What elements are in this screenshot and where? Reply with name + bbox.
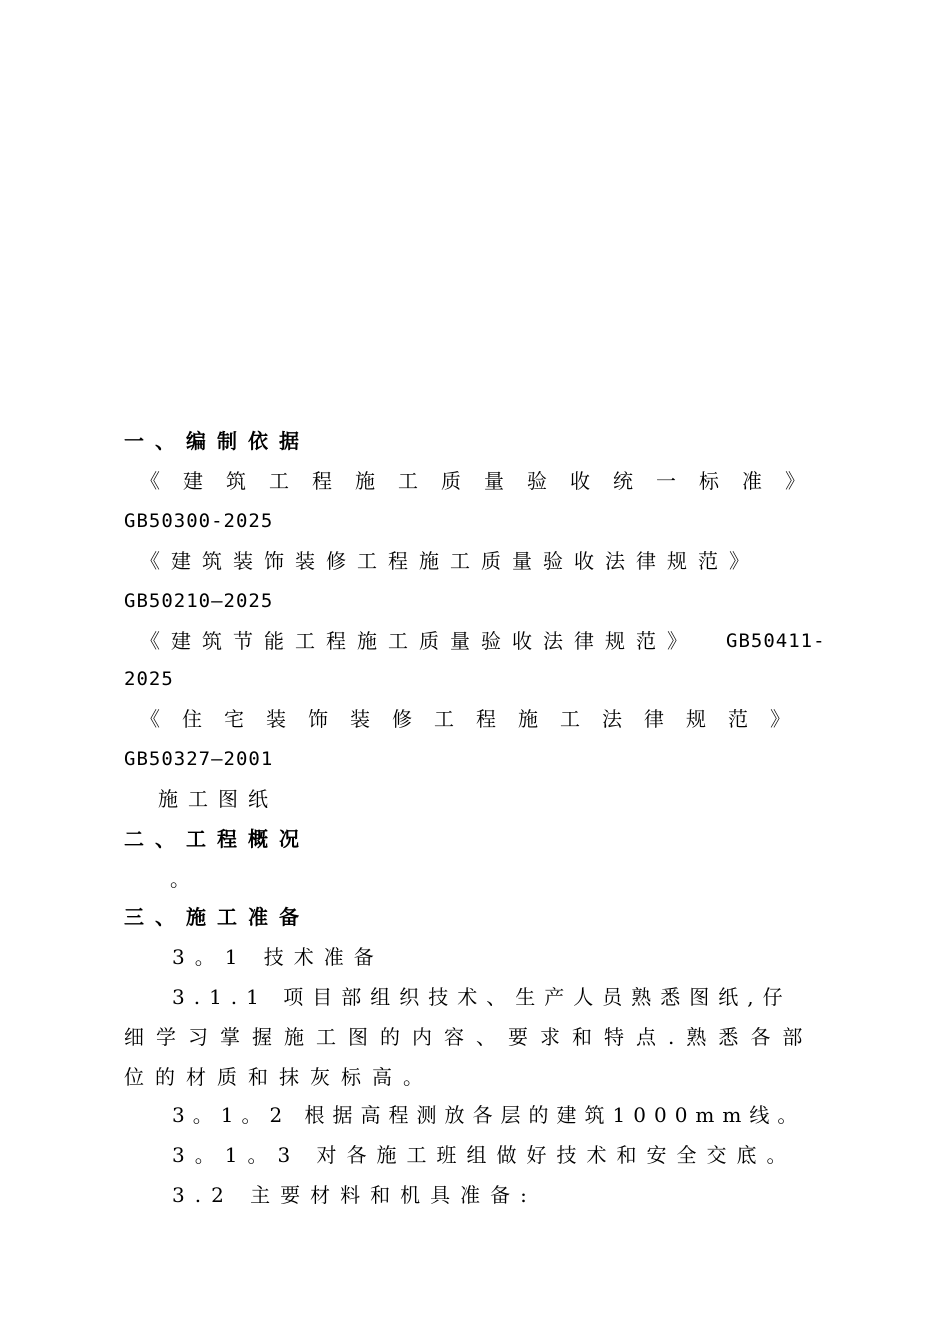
overview-text: 。: [170, 867, 200, 891]
subsection-3-2: 3.2 主要材料和机具准备:: [172, 1183, 537, 1207]
basis-item-3-code-part2: 2025: [124, 668, 174, 690]
item-3-1-3: 3。1。3 对各施工班组做好技术和安全交底。: [172, 1143, 797, 1167]
section-1-heading: 一、编制依据: [124, 429, 310, 453]
item-3-1-1-line-2: 细学习掌握施工图的内容、要求和特点.熟悉各部: [124, 1025, 815, 1049]
basis-item-4-title: 《住宅装饰装修工程施工法律规范》: [140, 707, 812, 731]
item-3-1-1-line-1: 3.1.1 项目部组织技术、生产人员熟悉图纸,仔: [172, 985, 792, 1009]
basis-item-4-code: GB50327—2001: [124, 748, 274, 770]
basis-item-3-title: 《建筑节能工程施工质量验收法律规范》: [140, 629, 698, 653]
section-2-heading: 二、工程概况: [124, 827, 310, 851]
basis-item-2-title: 《建筑装饰装修工程施工质量验收法律规范》: [140, 549, 760, 573]
item-3-1-1-line-3: 位的材质和抹灰标高。: [124, 1065, 434, 1089]
item-3-1-2: 3。1。2 根据高程测放各层的建筑1000mm线。: [172, 1103, 806, 1127]
basis-item-1-code: GB50300-2025: [124, 510, 274, 532]
basis-item-3-code-part1: GB50411-: [726, 630, 826, 652]
basis-item-2-code: GB50210—2025: [124, 590, 274, 612]
basis-item-5: 施工图纸: [158, 787, 278, 811]
basis-item-1-title: 《建筑工程施工质量验收统一标准》: [140, 469, 828, 493]
section-3-heading: 三、施工准备: [124, 905, 310, 929]
subsection-3-1: 3。1 技术准备: [172, 945, 384, 969]
